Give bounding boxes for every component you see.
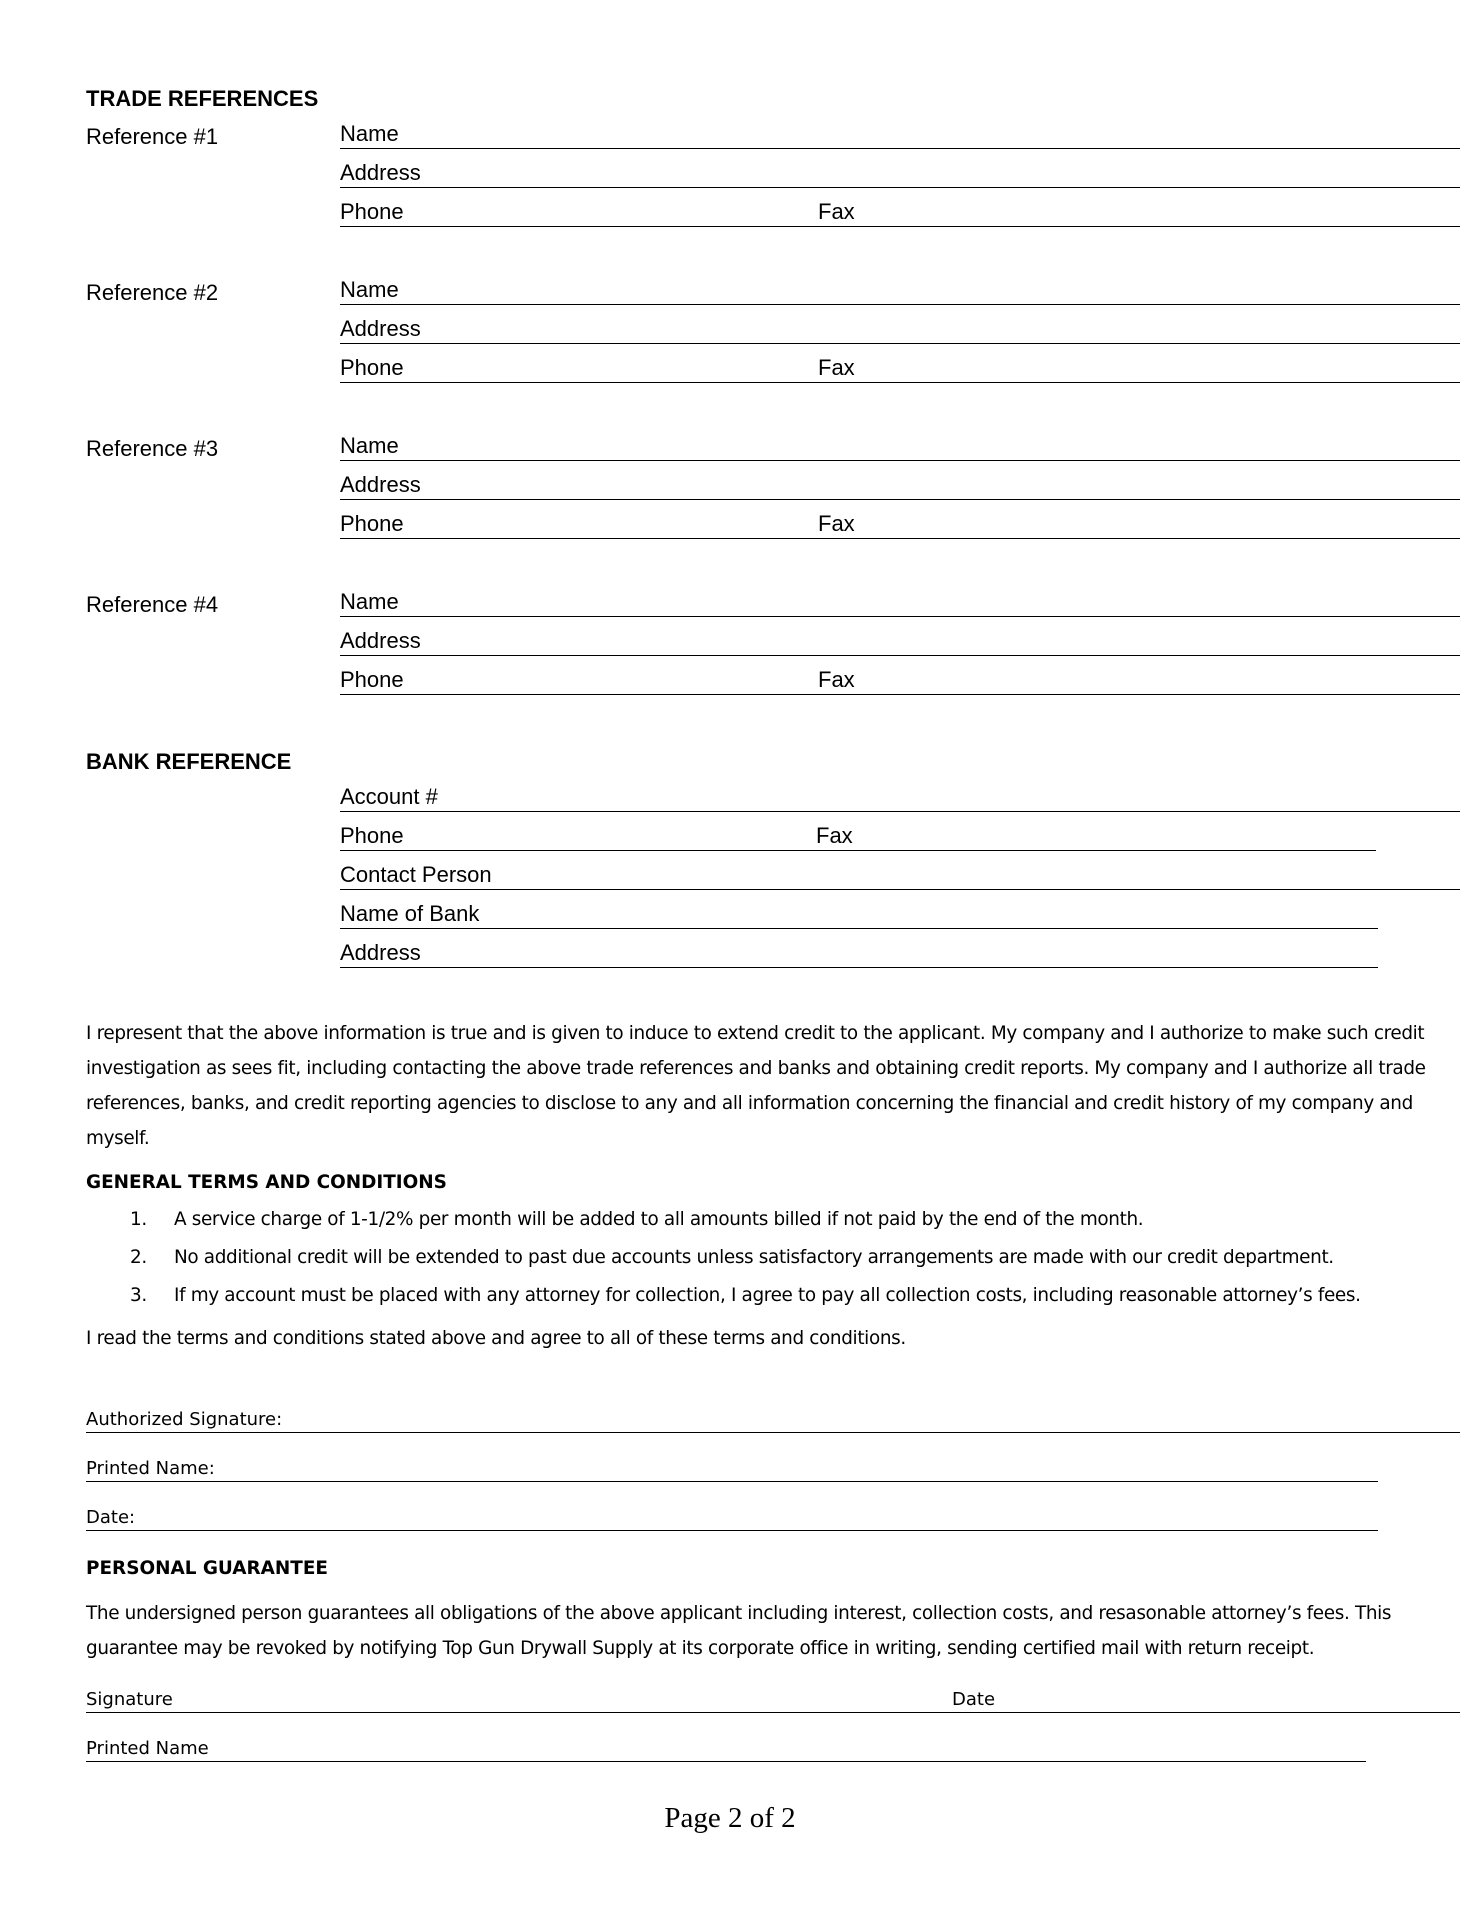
field-label: Name (340, 433, 399, 458)
trade-references-heading: TRADE REFERENCES (86, 86, 319, 111)
terms-agreement: I read the terms and conditions stated above and agree to all of these terms and conditions. (86, 1328, 906, 1349)
representation-paragraph (86, 1016, 1466, 1156)
reference-3-fax-label: Fax (818, 511, 855, 536)
reference-label: Reference #1 (86, 124, 219, 149)
field-label: Name of Bank (340, 901, 480, 926)
field-label: Address (340, 160, 421, 185)
paragraph-line: investigation as sees fit, including contacting the above trade references and banks and obtaining credit reports. My company and I authorize all trade (86, 1058, 1426, 1079)
field-label: Account # (340, 784, 438, 809)
bank-address-field[interactable] (340, 939, 1378, 968)
field-label: Address (340, 628, 421, 653)
field-label: Address (340, 472, 421, 497)
reference-label: Reference #3 (86, 436, 219, 461)
list-text: If my account must be placed with any attorney for collection, I agree to pay all collection costs, including reasonable attorney’s fees. (174, 1285, 1361, 1306)
reference-2-phone-field[interactable] (340, 354, 1460, 383)
field-label: Contact Person (340, 862, 492, 887)
general-terms-heading: GENERAL TERMS AND CONDITIONS (86, 1172, 447, 1193)
reference-2-address-field[interactable] (340, 315, 1460, 344)
paragraph-line: references, banks, and credit reporting agencies to disclose to any and all information concerning the financial and credit history of my company and (86, 1093, 1413, 1114)
field-label: Printed Name (86, 1738, 209, 1759)
bank-name-field[interactable] (340, 900, 1378, 929)
reference-2-name-field[interactable] (340, 276, 1460, 305)
list-number: 3. (130, 1285, 147, 1306)
field-label: Printed Name: (86, 1458, 215, 1479)
reference-1-name-field[interactable] (340, 120, 1460, 149)
personal-guarantee-heading: PERSONAL GUARANTEE (86, 1558, 328, 1579)
reference-4-address-field[interactable] (340, 627, 1460, 656)
date-field[interactable] (86, 1506, 1378, 1531)
field-label: Date: (86, 1507, 136, 1528)
reference-4-fax-label: Fax (818, 667, 855, 692)
list-text: No additional credit will be extended to past due accounts unless satisfactory arrangements are made with our credit department. (174, 1247, 1334, 1268)
paragraph-line: guarantee may be revoked by notifying Top Gun Drywall Supply at its corporate office in writing, sending certified mail with return receipt. (86, 1638, 1315, 1659)
guarantee-printed-name-field[interactable] (86, 1737, 1366, 1762)
field-label: Name (340, 121, 399, 146)
field-label: Address (340, 316, 421, 341)
field-label: Authorized Signature: (86, 1409, 283, 1430)
printed-name-field[interactable] (86, 1457, 1378, 1482)
reference-1-address-field[interactable] (340, 159, 1460, 188)
field-label: Phone (340, 667, 404, 692)
list-number: 1. (130, 1209, 147, 1230)
field-label: Phone (340, 355, 404, 380)
reference-4-phone-field[interactable] (340, 666, 1460, 695)
reference-3-address-field[interactable] (340, 471, 1460, 500)
field-label: Name (340, 277, 399, 302)
reference-1-fax-label: Fax (818, 199, 855, 224)
bank-account-field[interactable] (340, 783, 1460, 812)
reference-3-phone-field[interactable] (340, 510, 1460, 539)
paragraph-line: myself. (86, 1128, 150, 1149)
bank-reference-heading: BANK REFERENCE (86, 749, 292, 774)
field-label: Phone (340, 823, 404, 848)
paragraph-line: The undersigned person guarantees all obligations of the above applicant including interest, collection costs, and resasonable attorney’s fees. This (86, 1603, 1392, 1624)
field-label: Phone (340, 199, 404, 224)
field-label: Signature (86, 1689, 173, 1710)
field-label: Name (340, 589, 399, 614)
reference-4-name-field[interactable] (340, 588, 1460, 617)
guarantee-paragraph (86, 1596, 1466, 1666)
guarantee-date-label: Date (952, 1689, 996, 1710)
reference-3-name-field[interactable] (340, 432, 1460, 461)
list-text: A service charge of 1-1/2% per month will be added to all amounts billed if not paid by the end of the month. (174, 1209, 1144, 1230)
field-label: Address (340, 940, 421, 965)
paragraph-line: I represent that the above information is true and is given to induce to extend credit to the applicant. My company and I authorize to make such credit (86, 1023, 1425, 1044)
reference-label: Reference #2 (86, 280, 219, 305)
reference-2-fax-label: Fax (818, 355, 855, 380)
field-label: Phone (340, 511, 404, 536)
reference-1-phone-field[interactable] (340, 198, 1460, 227)
reference-label: Reference #4 (86, 592, 219, 617)
bank-phone-field[interactable] (340, 822, 1376, 851)
authorized-signature-field[interactable] (86, 1408, 1460, 1433)
page-number: Page 2 of 2 (664, 1802, 796, 1834)
bank-contact-person-field[interactable] (340, 861, 1460, 890)
list-number: 2. (130, 1247, 147, 1268)
bank-fax-label: Fax (816, 823, 853, 848)
guarantee-signature-field[interactable] (86, 1688, 1460, 1713)
